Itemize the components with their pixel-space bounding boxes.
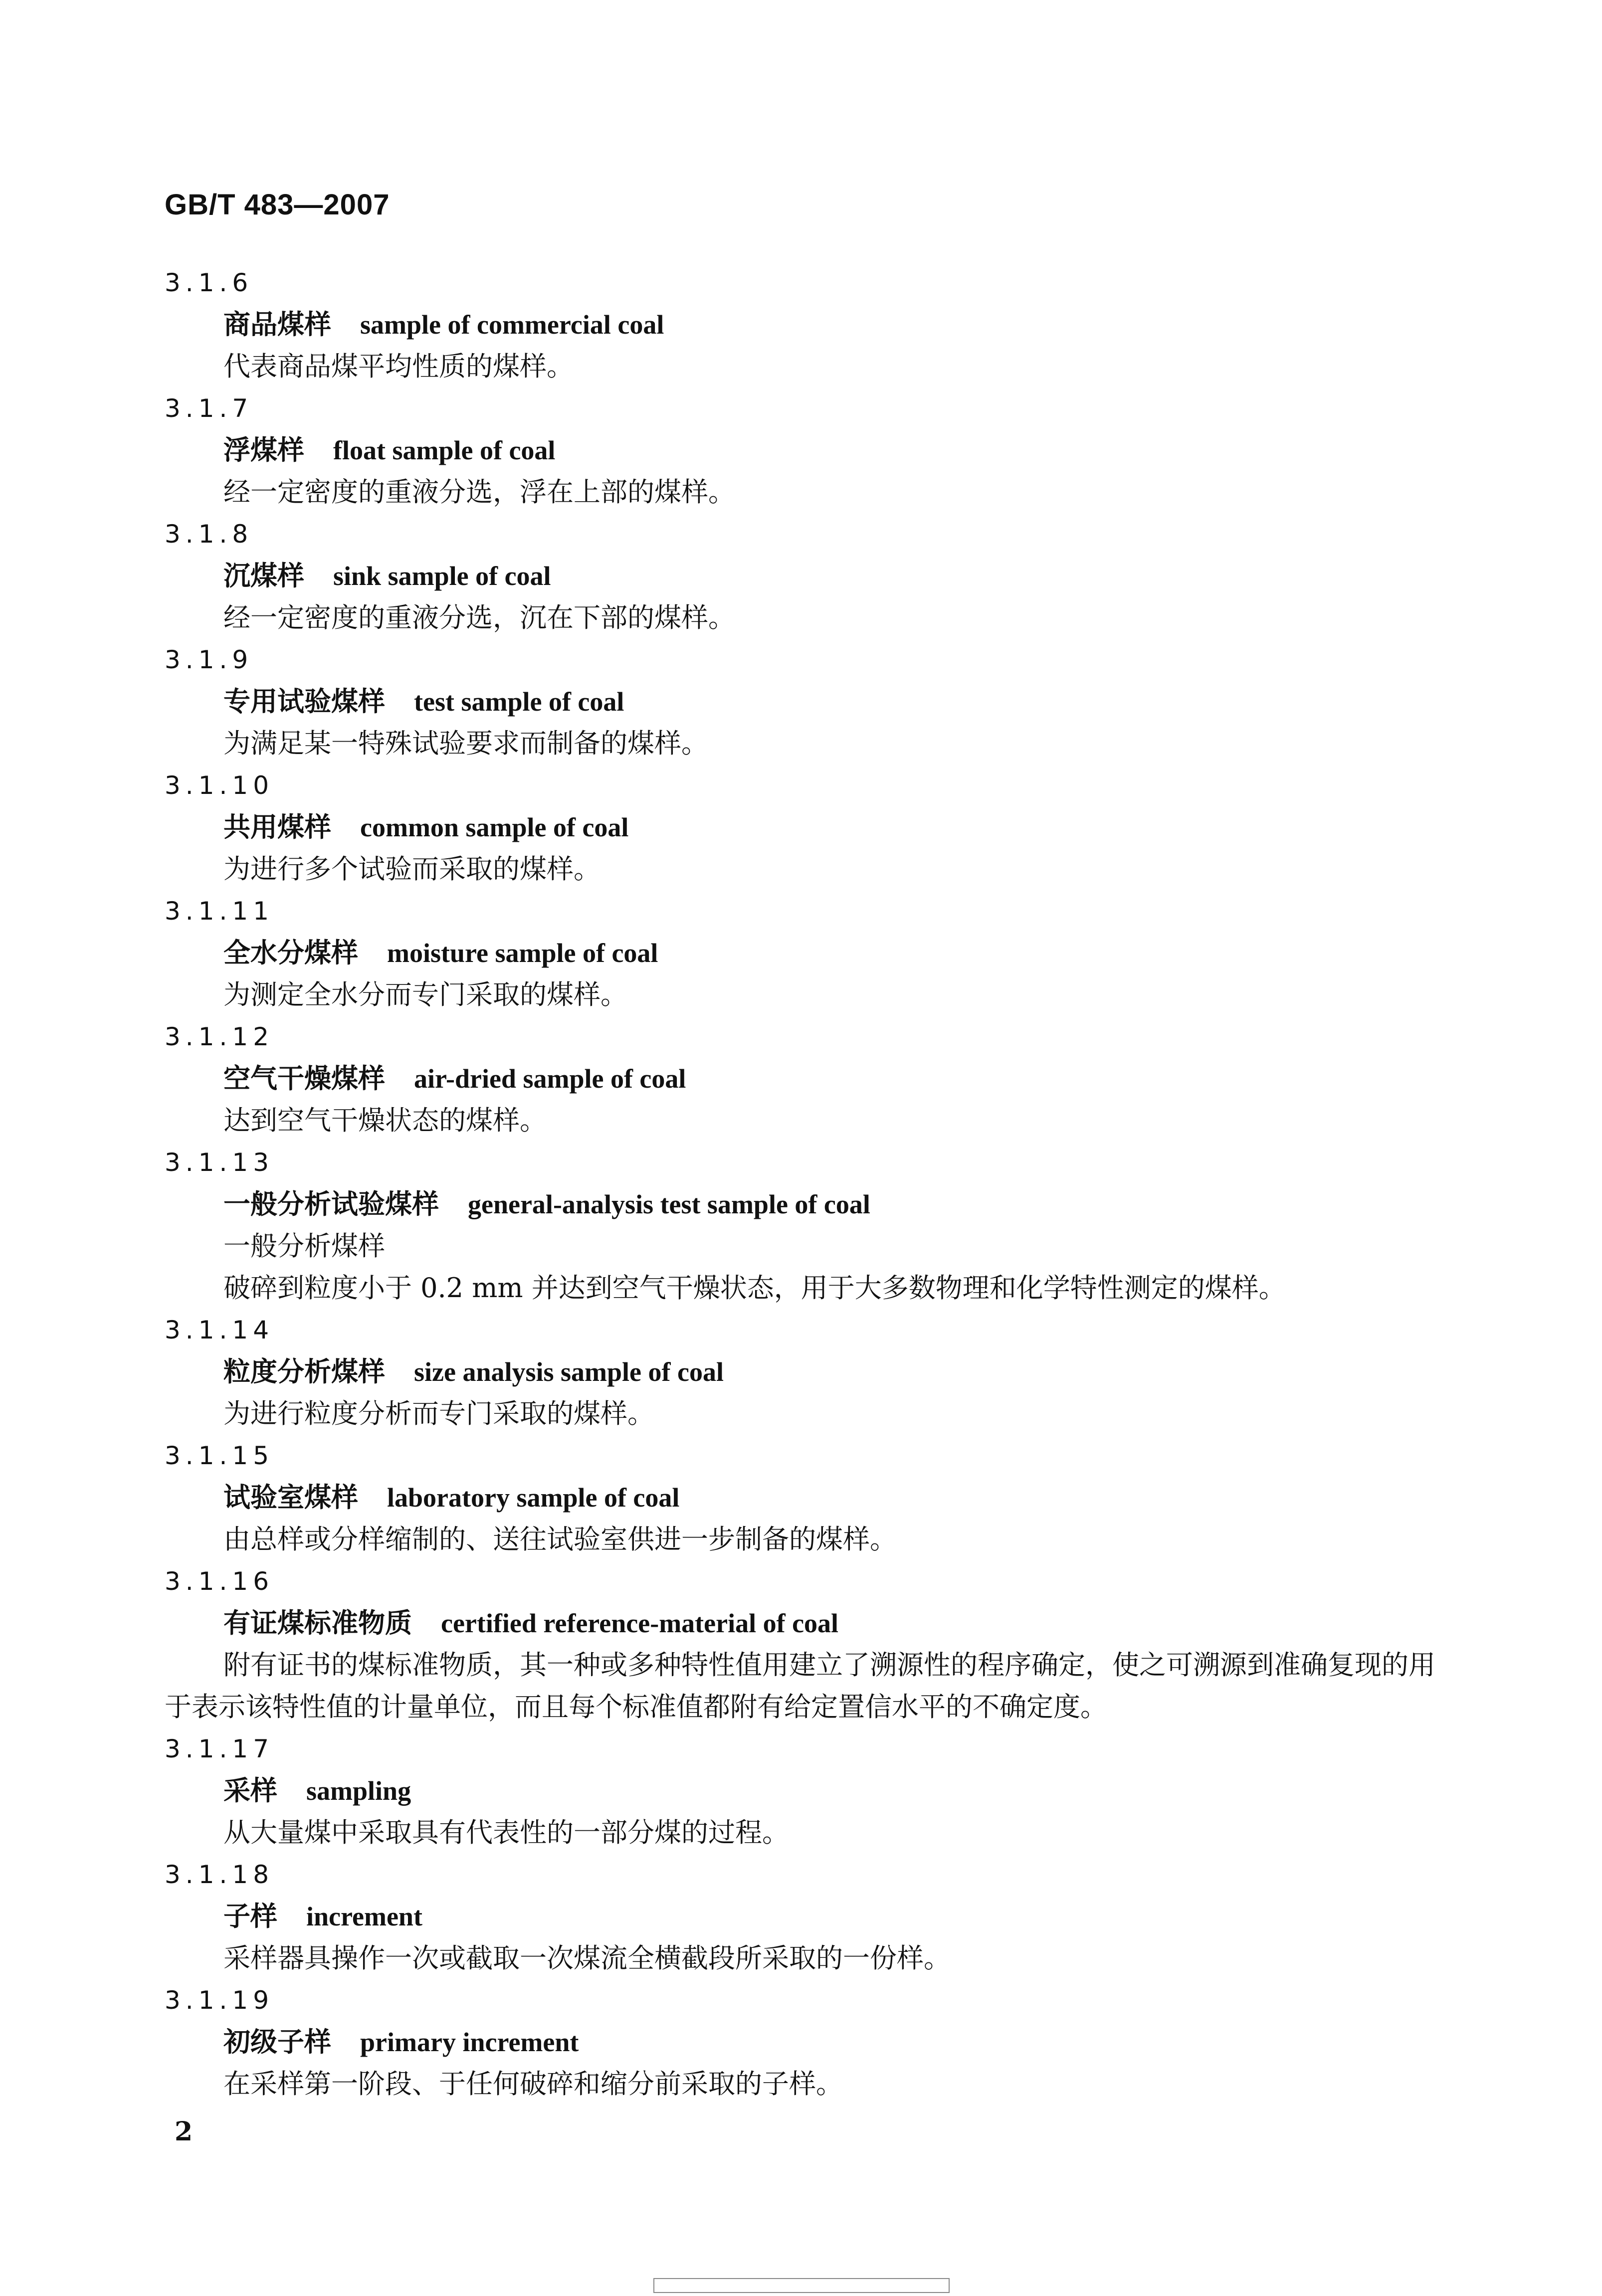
- term-zh: 商品煤样: [223, 309, 331, 340]
- footer-watermark: [653, 2278, 950, 2293]
- term-en: float sample of coal: [333, 435, 556, 465]
- entry-definition: 从大量煤中采取具有代表性的一部分煤的过程。: [223, 1817, 789, 1848]
- entry-number: 3.1.13: [165, 1148, 274, 1177]
- term-zh: 全水分煤样: [223, 937, 358, 968]
- term-en: laboratory sample of coal: [387, 1483, 680, 1513]
- term-en: size analysis sample of coal: [414, 1357, 724, 1387]
- term-en: certified reference-material of coal: [441, 1608, 839, 1638]
- entry-number: 3.1.12: [165, 1022, 274, 1051]
- entry-term: [165, 806, 1441, 848]
- entry-number: 3.1.8: [165, 520, 253, 549]
- entry-definition: 经一定密度的重液分选，浮在上部的煤样。: [223, 476, 735, 508]
- entry-definition: 为进行多个试验而采取的煤样。: [223, 853, 601, 885]
- entry-number: 3.1.16: [165, 1567, 274, 1596]
- entry-definition: 经一定密度的重液分选，沉在下部的煤样。: [223, 602, 735, 633]
- term-en: sink sample of coal: [333, 561, 551, 591]
- entry-term: [165, 1477, 1441, 1519]
- entry-definition: 达到空气干燥状态的煤样。: [223, 1105, 547, 1136]
- entry-definition: 代表商品煤平均性质的煤样。: [223, 351, 574, 382]
- term-en: sample of commercial coal: [360, 310, 664, 340]
- term-en: common sample of coal: [360, 812, 629, 842]
- terms-list: [165, 262, 1441, 2105]
- term-en: general-analysis test sample of coal: [468, 1189, 870, 1219]
- term-en: air-dried sample of coal: [414, 1064, 686, 1094]
- term-zh: 一般分析试验煤样: [223, 1188, 439, 1220]
- entry-term: [165, 1770, 1441, 1812]
- entry-term: [165, 1602, 1441, 1644]
- term-zh: 采样: [223, 1775, 277, 1806]
- entry-term: [165, 429, 1441, 471]
- entry-number: 3.1.14: [165, 1316, 274, 1344]
- entry-number: 3.1.19: [165, 1986, 274, 2015]
- entry-term: [165, 555, 1441, 597]
- entry-term: [165, 1058, 1441, 1100]
- entry-definition: 由总样或分样缩制的、送往试验室供进一步制备的煤样。: [223, 1524, 897, 1555]
- term-zh: 有证煤标准物质: [223, 1607, 412, 1639]
- entry-number: 3.1.9: [165, 645, 253, 674]
- term-zh: 专用试验煤样: [223, 686, 385, 717]
- entry-term: [165, 932, 1441, 974]
- term-zh: 浮煤样: [223, 434, 304, 466]
- entry-definition: 在采样第一阶段、于任何破碎和缩分前采取的子样。: [223, 2068, 843, 2100]
- entry-number: 3.1.10: [165, 771, 274, 800]
- term-zh: 初级子样: [223, 2026, 331, 2058]
- term-zh: 子样: [223, 1901, 277, 1932]
- term-zh: 共用煤样: [223, 811, 331, 843]
- entry-number: 3.1.11: [165, 897, 274, 926]
- entry-definition: 采样器具操作一次或截取一次煤流全横截段所采取的一份样。: [223, 1942, 951, 1974]
- term-en: increment: [306, 1902, 422, 1931]
- entry-term: [165, 1896, 1441, 1937]
- entry-definition: 破碎到粒度小于 0.2 mm 并达到空气干燥状态，用于大多数物理和化学特性测定的煤样。: [223, 1272, 1286, 1304]
- entry-number: 3.1.15: [165, 1441, 274, 1470]
- entry-number: 3.1.7: [165, 394, 253, 423]
- standard-code-header: GB/T 483—2007: [165, 189, 390, 221]
- entry-term: [165, 1183, 1441, 1225]
- term-zh: 空气干燥煤样: [223, 1063, 385, 1094]
- term-zh: 粒度分析煤样: [223, 1356, 385, 1387]
- entry-definition: 为满足某一特殊试验要求而制备的煤样。: [223, 728, 708, 759]
- term-en: primary increment: [360, 2027, 579, 2057]
- entry-definition: 附有证书的煤标准物质，其一种或多种特性值用建立了溯源性的程序确定，使之可溯源到准确复现的用于表示该特性值的计量单位，而且每个标准值都附有给定置信水平的不确定度。: [165, 1649, 1435, 1722]
- term-en: sampling: [306, 1776, 411, 1806]
- entry-number: 3.1.18: [165, 1860, 274, 1889]
- entry-definition: 为进行粒度分析而专门采取的煤样。: [223, 1398, 654, 1429]
- entry-term: [165, 681, 1441, 723]
- entry-definition: 为测定全水分而专门采取的煤样。: [223, 979, 627, 1010]
- term-zh: 试验室煤样: [223, 1482, 358, 1513]
- entry-synonym: 一般分析煤样: [223, 1230, 385, 1262]
- page-number: 2: [175, 2116, 193, 2147]
- term-en: moisture sample of coal: [387, 938, 658, 968]
- term-en: test sample of coal: [414, 687, 624, 717]
- entry-number: 3.1.6: [165, 268, 253, 297]
- entry-term: [165, 2021, 1441, 2063]
- entry-term: [165, 1351, 1441, 1393]
- entry-term: [165, 304, 1441, 346]
- term-zh: 沉煤样: [223, 560, 304, 591]
- entry-number: 3.1.17: [165, 1734, 274, 1763]
